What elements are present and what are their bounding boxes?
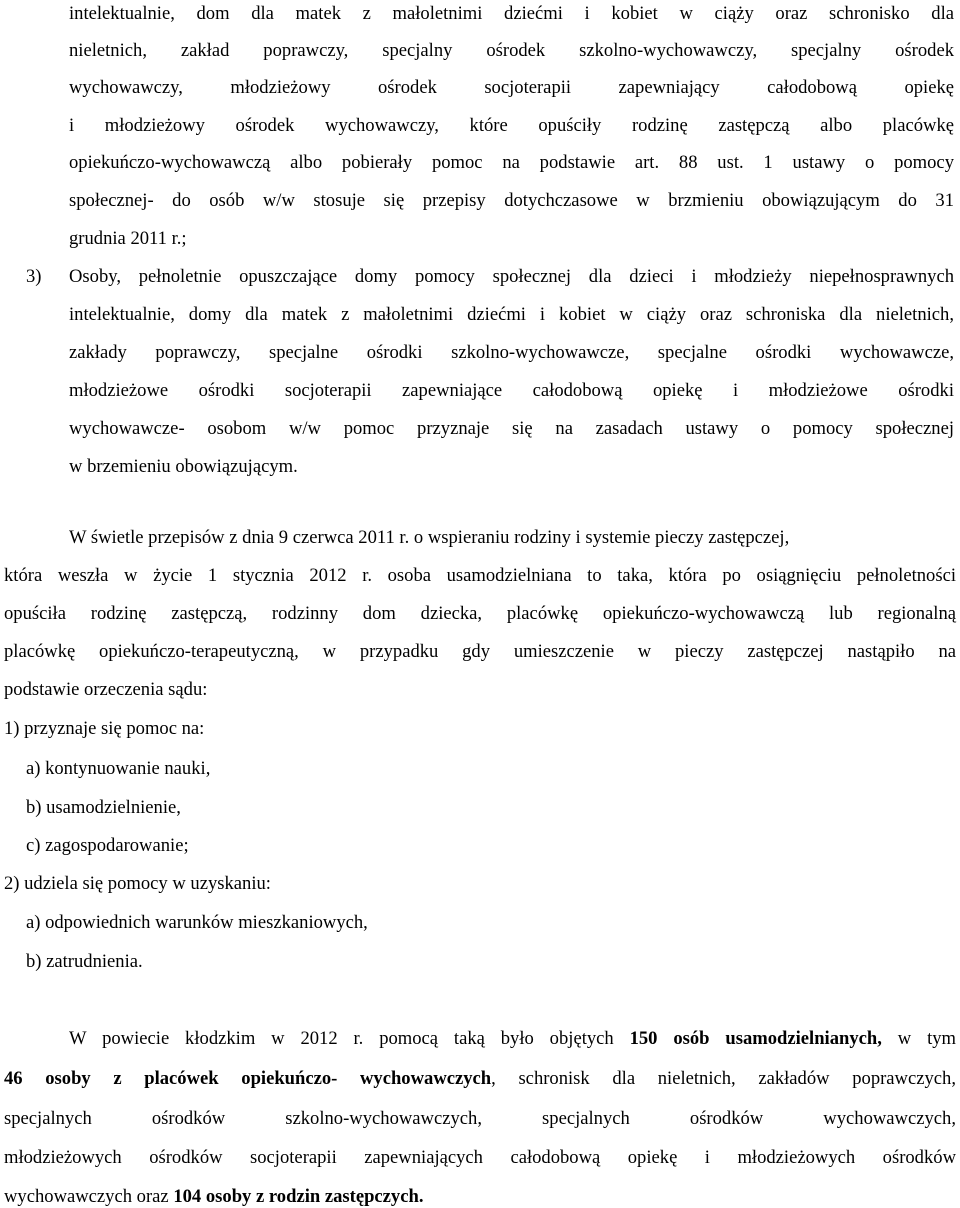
text-line: specjalnych ośrodków szkolno-wychowawczych, specjalnych ośrodków wychowawczych, [4,1108,956,1129]
text-line: wychowawczy, młodzieżowy ośrodek socjoterapii zapewniający całodobową opiekę [69,77,954,98]
bold-run: 104 osoby z rodzin zastępczych. [173,1186,424,1207]
text-line: W świetle przepisów z dnia 9 czerwca 2011 r. o wspieraniu rodziny i systemie pieczy zastępczej, [69,527,790,548]
list-subitem: b) zatrudnienia. [26,951,143,972]
text-line: opiekuńczo-wychowawczą albo pobierały pomoc na podstawie art. 88 ust. 1 ustawy o pomocy [69,152,954,173]
text-line: nieletnich, zakład poprawczy, specjalny ośrodek szkolno-wychowawczy, specjalny ośrodek [69,40,954,61]
text-line: placówkę opiekuńczo-terapeutyczną, w przypadku gdy umieszczenie w pieczy zastępczej nastąpiło na [4,641,956,662]
list-subitem: a) kontynuowanie nauki, [26,758,211,779]
text-line: i młodzieżowy ośrodek wychowawczy, które opuściły rodzinę zastępczą albo placówkę [69,115,954,136]
text-line: w brzemieniu obowiązującym. [69,456,298,477]
list-subitem: c) zagospodarowanie; [26,835,189,856]
text-line: młodzieżowe ośrodki socjoterapii zapewniające całodobową opiekę i młodzieżowe ośrodki [69,380,954,401]
text-line [4,1186,423,1208]
list-item: 1) przyznaje się pomoc na: [4,718,205,739]
text-line [69,1028,956,1050]
list-subitem: b) usamodzielnienie, [26,797,181,818]
text-line [4,1068,956,1090]
text-line: zakłady poprawczy, specjalne ośrodki szkolno-wychowawcze, specjalne ośrodki wychowawcze, [69,342,954,363]
bold-run: 150 osób usamodzielnianych, [629,1028,882,1049]
list-subitem: a) odpowiednich warunków mieszkaniowych, [26,912,368,933]
text-line: intelektualnie, dom dla matek z małoletnimi dziećmi i kobiet w ciąży oraz schronisko dla [69,3,954,24]
text-run: W powiecie kłodzkim w 2012 r. pomocą taką było objętych [69,1028,630,1049]
text-line: opuściła rodzinę zastępczą, rodzinny dom dziecka, placówkę opiekuńczo-wychowawczą lub regionalną [4,603,956,624]
text-line: która weszła w życie 1 stycznia 2012 r. osoba usamodzielniana to taka, która po osiągnięciu pełnoletności [4,565,956,586]
text-run: , schronisk dla nieletnich, zakładów poprawczych, [491,1068,956,1089]
bold-run: 46 osoby z placówek opiekuńczo- wychowawczych [4,1068,492,1089]
text-line: społecznej- do osób w/w stosuje się przepisy dotychczasowe w brzmieniu obowiązującym do 31 [69,190,954,211]
text-run: wychowawczych oraz [4,1186,174,1207]
text-line: intelektualnie, domy dla matek z małoletnimi dziećmi i kobiet w ciąży oraz schroniska dla nieletnich, [69,304,954,325]
text-line: Osoby, pełnoletnie opuszczające domy pomocy społecznej dla dzieci i młodzieży niepełnosprawnych [69,266,954,287]
text-run: w tym [881,1028,956,1049]
list-item: 2) udziela się pomocy w uzyskaniu: [4,873,271,894]
text-line: grudnia 2011 r.; [69,228,187,249]
list-number: 3) [26,266,42,287]
text-line: wychowawcze- osobom w/w pomoc przyznaje się na zasadach ustawy o pomocy społecznej [69,418,954,439]
text-line: podstawie orzeczenia sądu: [4,679,208,700]
text-line: młodzieżowych ośrodków socjoterapii zapewniających całodobową opiekę i młodzieżowych ośrodków [4,1147,956,1168]
